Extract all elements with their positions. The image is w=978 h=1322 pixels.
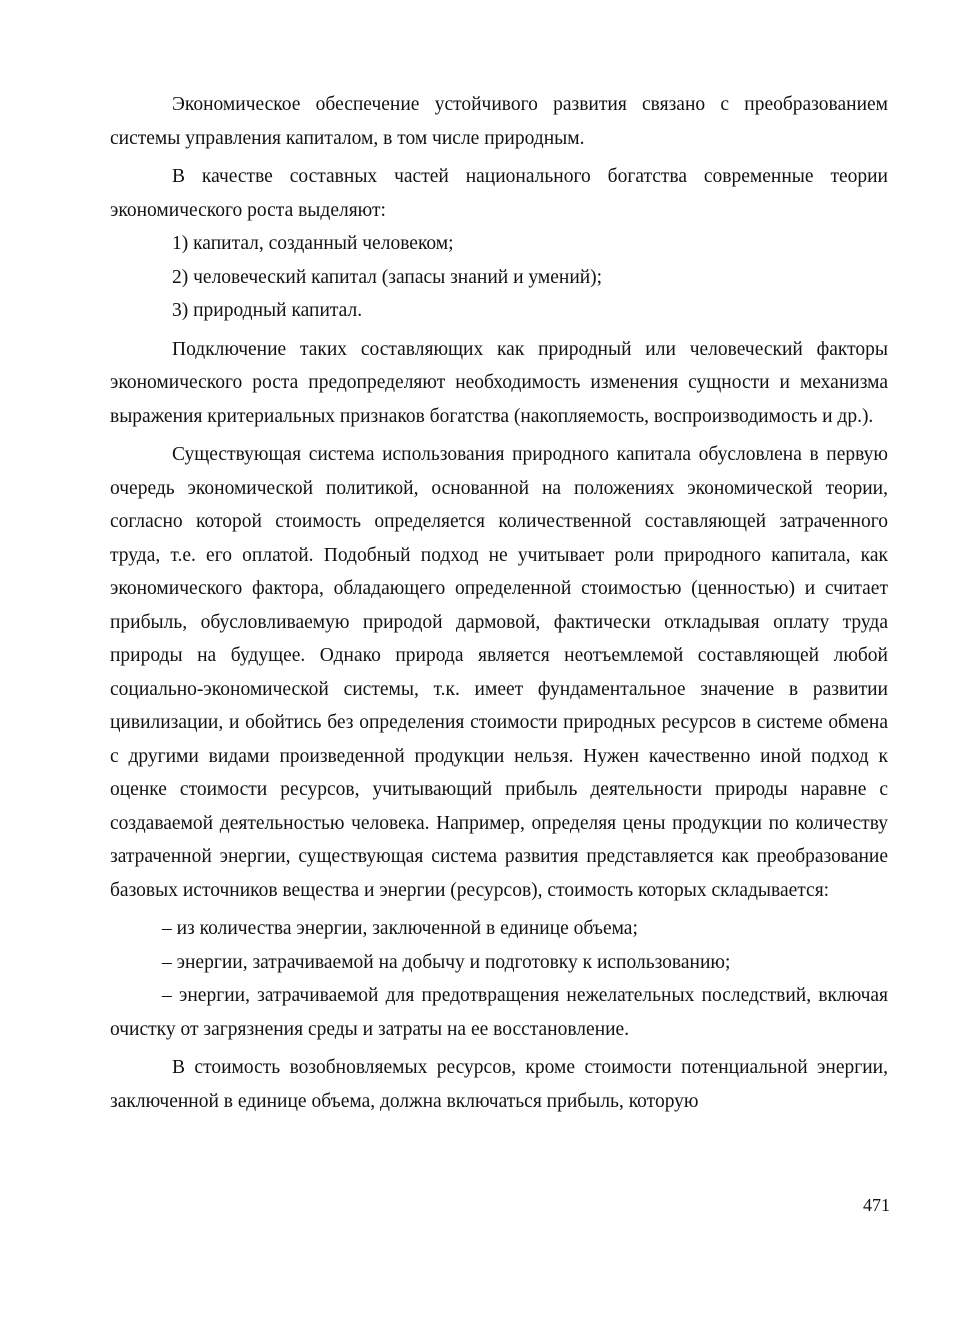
dash-item-energy-per-volume: – из количества энергии, заключенной в единице объема;	[162, 918, 638, 939]
list-item-human-capital: 2) человеческий капитал (запасы знаний и умений);	[172, 266, 603, 288]
paragraph-national-wealth-intro: В качестве составных частей национального богатства современные теории экономического роста выделяют:	[110, 166, 888, 221]
page-number: 471	[863, 1195, 890, 1215]
paragraph-sustainable-development: Экономическое обеспечение устойчивого развития связано с преобразованием системы управления капиталом, в том числе природным.	[110, 94, 888, 149]
paragraph-growth-factors: Подключение таких составляющих как природный или человеческий факторы экономического роста предопределяют необходимость изменения сущности и механизма выражения критериальных признаков богатства (накопляемость, воспроизводимость и др.).	[110, 338, 888, 427]
page-body-text	[110, 88, 888, 1118]
paragraph-natural-capital-system: Существующая система использования природного капитала обусловлена в первую очередь экономической политикой, основанной на положениях экономической теории, согласно которой стоимость определяется количественной составляющей затраченного труда, т.е. его оплатой. Подобный подход не учитывает роли природного капитала, как экономического фактора, обладающего определенной стоимостью (ценностью) и считает прибыль, обусловливаемую природой дармовой, фактически откладывая оплату труда природы на будущее. Однако природа является неотъемлемой составляющей любой социально-экономической системы, т.к. имеет фундаментальное значение в развитии цивилизации, и обойтись без определения стоимости природных ресурсов в системе обмена с другими видами произведенной продукции нельзя. Нужен качественно иной подход к оценке стоимости ресурсов, учитывающий прибыль деятельности природы наравне с создаваемой деятельностью человека. Например, определяя цены продукции по количеству затраченной энергии, существующая система развития представляется как преобразование базовых источников вещества и энергии (ресурсов), стоимость которых складывается:	[110, 444, 888, 901]
list-item-natural-capital: 3) природный капитал.	[172, 300, 363, 321]
paragraph-renewable-resources: В стоимость возобновляемых ресурсов, кроме стоимости потенциальной энергии, заключенной в единице объема, должна включаться прибыль, которую	[110, 1057, 888, 1112]
list-item-man-made-capital: 1) капитал, созданный человеком;	[172, 233, 454, 254]
dash-item-extraction-energy: – энергии, затрачиваемой на добычу и подготовку к использованию;	[162, 951, 731, 973]
dash-item-prevention-energy: – энергии, затрачиваемой для предотвращения нежелательных последствий, включая очистку от загрязнения среды и затраты на ее восстановление.	[110, 985, 888, 1040]
